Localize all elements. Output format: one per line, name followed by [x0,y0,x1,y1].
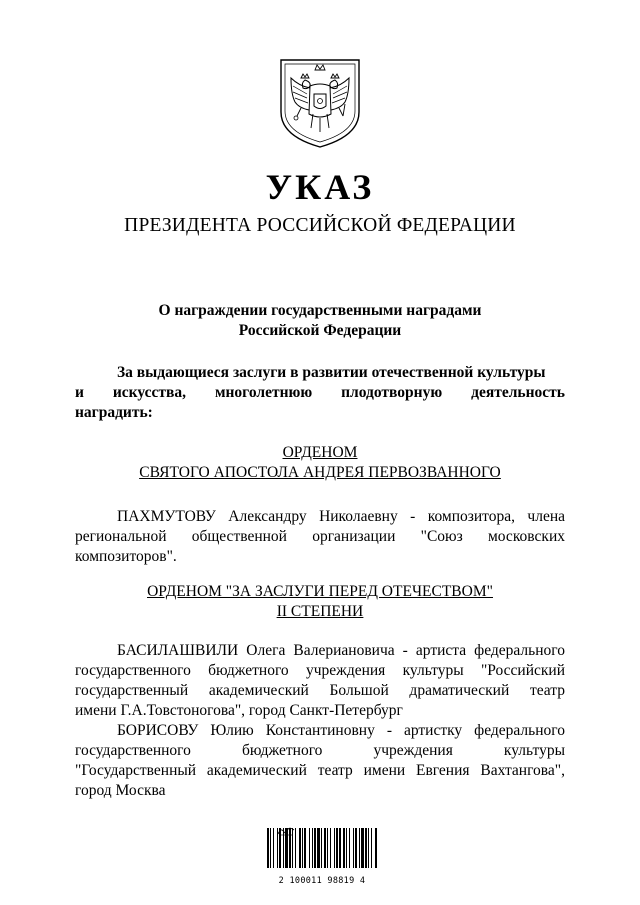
barcode [263,826,381,886]
barcode-bar [309,828,310,868]
barcode-bar [317,828,320,868]
preamble-line: и искусства, многолетнюю плодотворную деятельность [75,384,565,401]
barcode-bar [302,828,303,868]
recipient-line: город Москва [75,782,166,799]
barcode-bar [289,828,291,868]
barcode-bar [304,828,306,868]
barcode-bar [299,828,301,868]
recipient-line: ПАХМУТОВУ Александру Николаевну - композитора, члена [117,508,565,525]
subject-line: Российской Федерации [238,322,402,339]
award-heading [0,443,640,483]
award-recipient [75,721,565,801]
barcode-bar [359,828,360,868]
barcode-bar [355,828,357,868]
recipient-line: государственный академический Большой драматический театр [75,682,565,699]
decree-preamble [75,363,565,423]
barcode-bar [283,828,284,868]
barcode-bar [267,828,269,868]
barcode-bar [361,828,364,868]
barcode-bar [285,828,288,868]
barcode-bar [314,828,316,868]
subject-line: О награждении государственными наградами [158,302,482,319]
recipient-line: композиторов". [75,548,177,565]
recipient-line: государственного бюджетного учреждения культуры "Российский [75,662,565,679]
document-title: УКАЗ [265,167,375,207]
document-issuer: ПРЕЗИДЕНТА РОССИЙСКОЙ ФЕДЕРАЦИИ [124,215,516,236]
award-heading [0,582,640,622]
barcode-bar [353,828,354,868]
barcode-bar [365,828,367,868]
award-recipient [75,641,565,721]
barcode-bar [295,828,296,868]
barcode-bar [273,828,274,868]
recipient-line: "Государственный академический театр имени Евгения Вахтангова", [75,762,565,779]
barcode-bar [277,828,278,868]
decree-subject [0,301,640,341]
recipient-line: БАСИЛАШВИЛИ Олега Валериановича - артиста федерального [117,642,565,659]
award-heading-line: II СТЕПЕНИ [276,603,364,620]
barcode-bar [279,828,281,868]
recipient-line: региональной общественной организации "Союз московских [75,528,565,545]
barcode-bar [334,828,335,868]
barcode-bar [327,828,328,868]
state-emblem-icon [277,56,363,150]
award-heading-line: ОРДЕНОМ [282,444,358,461]
barcode-bar [330,828,331,868]
barcode-bar [324,828,326,868]
barcode-icon [263,826,381,870]
barcode-bar [339,828,341,868]
barcode-bar [375,828,377,868]
award-recipient [75,507,565,567]
recipient-line: имени Г.А.Товстоногова", город Санкт-Петербург [75,702,403,719]
barcode-bar [321,828,322,868]
barcode-bar [368,828,369,868]
barcode-bar [312,828,313,868]
award-heading-line: ОРДЕНОМ "ЗА ЗАСЛУГИ ПЕРЕД ОТЕЧЕСТВОМ" [147,583,493,600]
barcode-number: 2 100011 98819 4 [278,876,366,886]
barcode-bar [349,828,350,868]
barcode-bar [343,828,345,868]
preamble-line: За выдающиеся заслуги в развитии отечественной культуры [117,364,546,381]
barcode-bar [336,828,338,868]
award-heading-line: СВЯТОГО АПОСТОЛА АНДРЕЯ ПЕРВОЗВАННОГО [139,464,501,481]
barcode-bar [270,828,271,868]
recipient-line: БОРИСОВУ Юлию Константиновну - артистку федерального [117,722,565,739]
preamble-line: наградить: [75,404,153,421]
recipient-line: государственного бюджетного учреждения культуры [75,742,565,759]
barcode-bar [292,828,293,868]
barcode-bar [346,828,347,868]
barcode-bar [371,828,372,868]
